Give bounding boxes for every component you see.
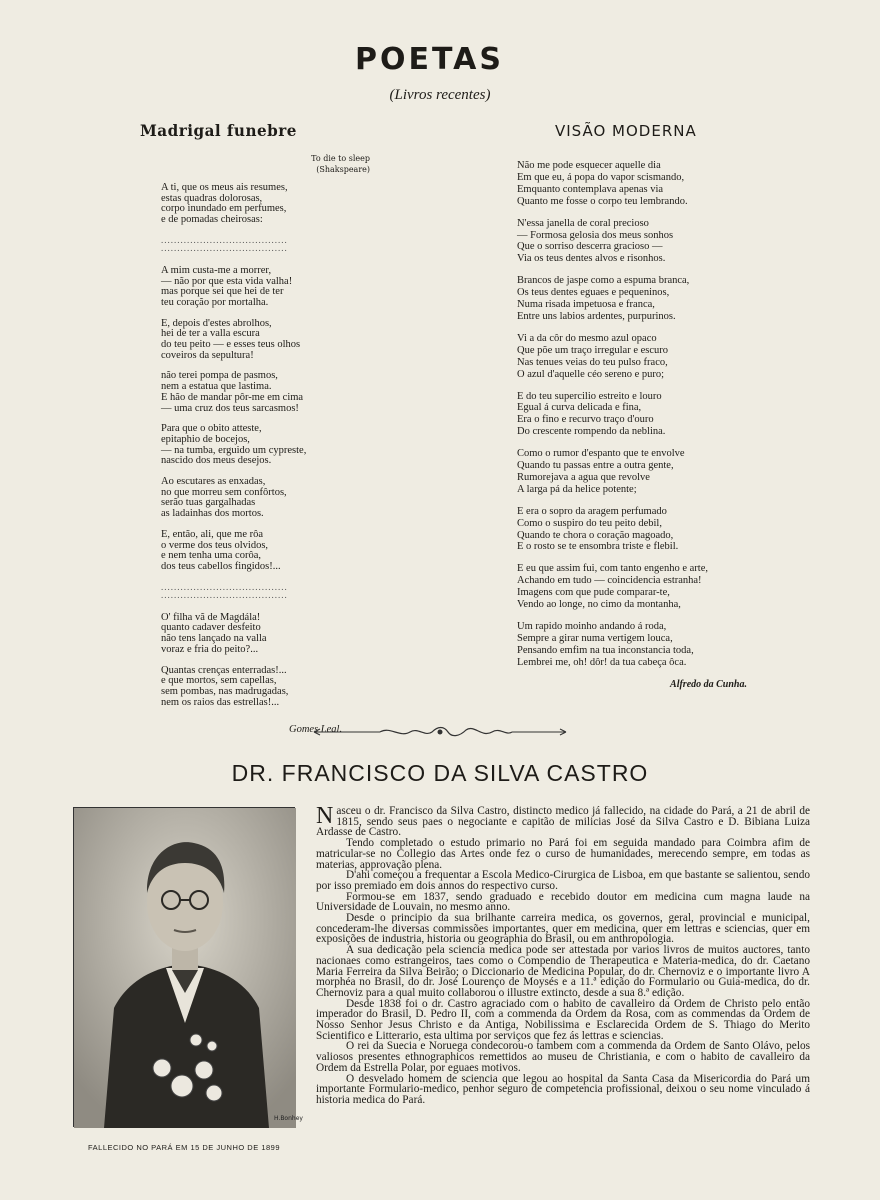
bio-paragraph: Tendo completado o estudo primario no Pará foi em seguida mandado para Coimbra afim de matricular-se no Collegio das Artes onde fez o curso de humanidades, merecendo sempre, em todas as materias, approvação plena. (316, 837, 810, 871)
poem-signature: Alfredo da Cunha. (670, 678, 747, 690)
stanza: Brancos de jaspe como a espuma branca, Os teus dentes eguaes e pequeninos, Numa risada impetuosa e franca, Entre uns labios ardentes, purpurinos. (517, 275, 690, 322)
stanza: E era o sopro da aragem perfumado Como o suspiro do teu peito debil, Quando te chora o coração magoado, E o rosto se te ensombra triste e flebil. (517, 505, 679, 553)
stanza: A mim custa-me a morrer, — não por que esta vida valha! mas porque sei que hei de ter teu coração por mortalha. (161, 264, 293, 308)
stanza: Quantas crenças enterradas!... e que mortos, sem capellas, sem pombas, nas madrugadas, nem os raios das estrellas!... (161, 664, 289, 708)
poem-madrigal-funebre (140, 120, 370, 735)
engraver-signature: H.Bonhey (274, 1115, 303, 1122)
stanza: não terei pompa de pasmos, nem a estatua que lastima. E hão de mandar pôr-me em cima — uma cruz dos teus sarcasmos! (161, 370, 304, 414)
stanza: Como o rumor d'espanto que te envolve Quando tu passas entre a outra gente, Rumorejava a agua que revolve A larga pá da helice potente; (517, 448, 685, 495)
epigraph (140, 153, 370, 175)
portrait-engraving (73, 807, 303, 1127)
bio-paragraph: O desvelado homem de sciencia que legou ao hospital da Santa Casa da Misericordia do Pará um importante Formulario-medico, penhor seguro de competencia profissional, deixou o seu nome vinculado á historia medica do Pará. (316, 1072, 810, 1106)
stanza: Um rapido moinho andando á roda, Sempre a girar numa vertigem louca, Pensando emfim na tua inconstancia toda, Lembrei me, oh! dôr! da tua cabeça ôca. (517, 621, 694, 668)
bio-paragraph: Formou-se em 1837, sendo graduado e recebido doutor em medicina cum magna laude na Universidade de Louvain, no mesmo anno. (316, 890, 810, 914)
bio-paragraph: D'ahi começou a frequentar a Escola Medico-Cirurgica de Lisboa, em que bastante se salientou, sendo por isso premiado em dois annos do respectivo curso. (316, 869, 810, 892)
bio-paragraph: Desde o principio da sua brilhante carreira medica, os governos, geral, provincial e municipal, concederam-lhe diversas commissões importantes, quer em medicina, quer em lettras e sciencias, quer em exposições de industria, historia ou geographia do Brasil, ou em anthropologia. (316, 912, 810, 946)
section-title: POETAS (355, 42, 504, 77)
poem-visao-moderna (517, 120, 747, 690)
bio-paragraph: O rei da Suecia e Noruega condecorou-o tambem com a commenda da Ordem de Santo Olávo, pelos valiosos presentes ethnographicos remettidos ao museu de Christiania, e com o habito de cavalleiro da Ordem da Estrella Polar, por eguaes motivos. (316, 1040, 810, 1074)
stanza: A ti, que os meus ais resumes, estas quadras dolorosas, corpo inundado em perfumes, e de pomadas cheirosas: (161, 182, 288, 226)
stanza: E, então, ali, que me rôa o verme dos teus olvidos, e nem tenha uma corôa, dos teus cabellos fingidos!... (161, 528, 281, 572)
ellipsis-divider: ....................................... ....................................... (161, 581, 288, 600)
stanza: Não me pode esquecer aquelle dia Em que eu, á popa do vapor scismando, Emquanto contemplava apenas via Quanto me fosse o corpo teu lembrando. (517, 160, 688, 207)
stanza: E, depois d'estes abrolhos, hei de ter a valla escura do teu peito — e esses teus olhos coveiros da sepultura! (161, 317, 301, 361)
stanza: Ao escutares as enxadas, no que morreu sem confôrtos, serão tuas gargalhadas as ladainhas dos mortos. (161, 476, 287, 520)
stanza: Vi a da côr do mesmo azul opaco Que põe um traço irregular e escuro Nas tenues veias do teu pulso fraco, O azul d'aquelle céo sereno e puro; (517, 332, 669, 380)
stanza: N'essa janella de coral precioso — Formosa gelosia dos meus sonhos Que o sorriso descerra gracioso — Via os teus dentes alvos e risonhos. (517, 217, 674, 265)
poem-title: Madrigal funebre (140, 121, 297, 140)
bio-paragraph: Nasceu o dr. Francisco da Silva Castro, distincto medico já fallecido, na cidade do Pará, a 21 de abril de 1815, sendo seus paes o negociante e capitão de milicias José da Silva Castro e D. Bibiana Luiza Ardasse de Castro. (316, 803, 810, 839)
portrait-illustration (74, 808, 303, 1128)
epigraph-author: (Shakspeare) (316, 165, 370, 174)
poem-title: VISÃO MODERNA (555, 122, 697, 140)
biography-title: DR. FRANCISCO DA SILVA CASTRO (231, 760, 649, 786)
section-subtitle: (Livros recentes) (389, 87, 491, 103)
portrait-caption: FALLECIDO NO PARÁ EM 15 DE JUNHO DE 1899 (88, 1143, 280, 1152)
ornamental-divider (310, 724, 570, 740)
epigraph-quote: To die to sleep (311, 154, 370, 163)
biography-body (316, 803, 810, 1106)
ellipsis-divider: ....................................... ....................................... (161, 234, 288, 253)
poem-signature: Gomes Leal. (289, 724, 343, 736)
stanza: O' filha vã de Magdála! quanto cadaver desfeito não tens lançado na valla voraz e fria do peito?... (161, 611, 267, 655)
bio-paragraph: A sua dedicação pela sciencia medica pode ser attestada por varios livros de muitos auctores, tanto nacionaes como estrangeiros, taes como o Compendio de Therapeutica e Materia-medica, do dr. Caetano Maria Ferreira da Silva Beirão; o Diccionario de Medicina Popular, do dr. Chernoviz e o importante livro A morphéa no Brasil, do dr. José Lourenço de Moysés e a 11.ª edição do Formulario ou Guia-medica, do dr. Chernoviz para a qual muito collaborou o illustre extincto, desde a sua 8.ª edição. (316, 944, 810, 999)
stanza: E do teu supercilio estreito e louro Egual á curva delicada e fina, Era o fino e recurvo traço d'ouro Do crescente rompendo da neblina. (517, 390, 666, 438)
drop-cap: N (316, 803, 334, 829)
bio-paragraph: Desde 1838 foi o dr. Castro agraciado com o habito de cavalleiro da Ordem de Christo pelo então imperador do Brasil, D. Pedro II, com a commenda da Ordem da Rosa, com as commendas da Ordem de Nosso Senhor Jesus Christo e da Antiga, Nobilissima e Esclarecida Ordem de S. Thiago do Merito Scientifico e Litterario, esta ultima por serviços que fez ás lettras e sciencias. (316, 997, 810, 1042)
stanza: E eu que assim fui, com tanto engenho e arte, Achando em tudo — coincidencia estranha! Imagens com que pude comparar-te, Vendo ao longe, no cimo da montanha, (517, 563, 708, 611)
stanza: Para que o obito atteste, epitaphio de bocejos, — na tumba, erguido um cypreste, nascido dos meus desejos. (161, 423, 307, 467)
